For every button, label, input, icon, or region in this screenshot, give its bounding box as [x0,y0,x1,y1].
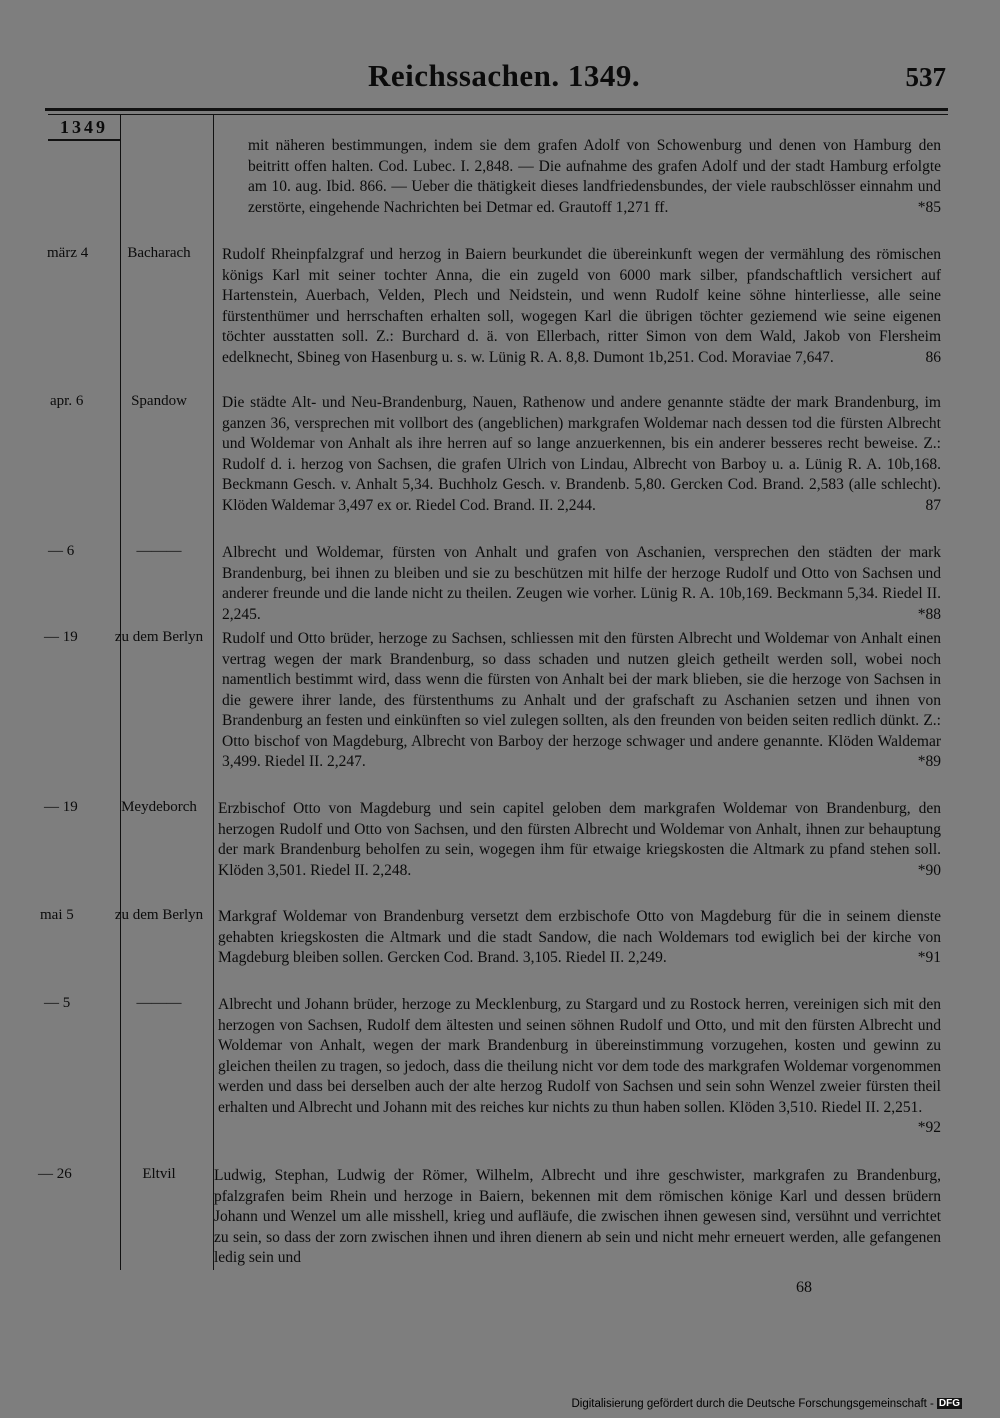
entry-number: 87 [925,496,941,514]
entry-number: *88 [917,605,941,623]
entry-date: apr. 6 [50,393,84,409]
digitization-text: Digitalisierung gefördert durch die Deutsche Forschungsgemeinschaft - [571,1398,934,1410]
entry-text [214,1166,941,1269]
entry-place: Meydeborch [121,799,197,815]
entry-number: *90 [917,861,941,879]
signature-mark: 68 [796,1279,812,1296]
entry-number: *92 [917,1119,941,1136]
entry-place: zu dem Berlyn [114,629,204,645]
entry-text [218,907,941,969]
header-rule [45,108,948,111]
entry-body: Ludwig, Stephan, Ludwig der Römer, Wilhelm, Albrecht und ihre geschwister, markgrafen zu Brandenburg, pfalzgrafen beim Rhein und herzoge in Baiern, bekennen mit dem römischen könige Karl und dessen brüdern Johann und Wenzel um alle misshell, krieg und aufläufe, die zwischen ihnen gewesen sind, versühnt und verrichtet zu sein, so dass der zorn zwischen ihnen und ihren dienern ab sein und nicht mehr erneuert werden, alle gefangenen ledig sein und [214,1167,941,1266]
entry-place: zu dem Berlyn [114,907,204,923]
entry-text [248,136,941,218]
entry-body: mit näheren bestimmungen, indem sie dem grafen Adolf von Schowenburg und denen von Hamburg den beitritt offen halten. Cod. Lubec. I. 2,848. — Die aufnahme des grafen Adolf und der stadt Hamburg erfolgte am 10. aug. Ibid. 866. — Ueber die thätigkeit dieses landfriedensbundes, der viele raubschlösser einnahm und zerstörte, eingehende Nachrichten bei Detmar ed. Grautoff 1,271 ff. [248,137,941,216]
header-rule-thin [120,114,948,115]
entry-number: *91 [917,949,941,966]
entry-date: — 19 [44,799,78,815]
column-divider-place [213,114,214,1270]
page-title: Reichssachen. 1349. [368,58,641,93]
entry-place: ——— [136,543,182,559]
digitization-notice [571,1398,962,1410]
entry-text [218,799,941,881]
dfg-logo: DFG [938,1398,960,1410]
entry-date: — 5 [44,995,71,1011]
entry-body: Rudolf Rheinpfalzgraf und herzog in Baiern beurkundet die übereinkunft wegen der vermählung des römischen königs Karl mit seiner tochter Anna, die ein zugeld von 6000 mark silber, pfandschaftlich versichert auf Hartenstein, Auerbach, Velden, Plech und Neidstein, und wenn Rudolf keine söhne hinterliesse, alle seine fürstenthümer und herrschaften erhalten soll, wogegen Karl die übrigen töchter geziemend wie seine eigenen töchter ausstatten soll. Z.: Burchard d. ä. von Ellerbach, ritter Simon von dem Wald, Jakob von Flersheim edelknecht, Sbineg von Hasenburg u. s. w. Lünig R. A. 8,8. Dumont 1b,251. Cod. Moraviae 7,647. [222,246,941,366]
entry-place: ——— [136,995,182,1011]
entry-text [222,245,941,368]
entry-text [218,995,941,1139]
entry-text [222,393,941,516]
entry-text [222,543,941,625]
entry-date: — 6 [48,543,75,559]
entry-number: *89 [917,753,941,770]
entry-body: Markgraf Woldemar von Brandenburg versetzt dem erzbischofe Otto von Magdeburg für die in seinem dienste gehabten kriegskosten die Altmark und die stadt Sandow, die nach Woldemars tod ewiglich bei der kirche von Magdeburg bleiben sollen. Gercken Cod. Brand. 3,105. Riedel II. 2,249. [218,908,941,966]
entry-date: mai 5 [40,907,74,923]
year-box: 1349 [48,114,120,141]
entry-place: Spandow [131,393,187,409]
page-number: 537 [905,62,946,92]
entry-number: 86 [925,348,941,366]
column-divider-date [120,114,121,1270]
entry-place: Eltvil [142,1166,176,1182]
entry-body: Die städte Alt- und Neu-Brandenburg, Nauen, Rathenow und andere genannte städte der mark Brandenburg, im ganzen 36, versprechen mit vollbort des (angeblichen) markgrafen Woldemar nach dessen tod die fürsten Albrecht und Woldemar von Anhalt als ihre herren auf so lange anzuerkennen, bis ein anderer besseres recht beweise. Z.: Rudolf d. i. herzog von Sachsen, die grafen Ulrich von Lindau, Albrecht von Barboy u. a. Lünig R. A. 10b,168. Beckmann Gesch. v. Anhalt 5,34. Buchholz Gesch. v. Brandenb. 5,80. Gercken Cod. Brand. 2,583 (alle schlecht). Klöden Waldemar 3,497 ex or. Riedel Cod. Brand. II. 2,244. [222,394,941,514]
entry-body: Rudolf und Otto brüder, herzoge zu Sachsen, schliessen mit den fürsten Albrecht und Woldemar von Anhalt einen vertrag wegen der mark Brandenburg, so dass schaden und nutzen gleich getheilt werden soll, wobei noch namentlich bestimmt wird, dass wenn die fürsten von Anhalt bei der mark blieben, sie die herzoge von Sachsen in die gewere ihrer lande, des fürstenthums zu Anhalt und der grafschaft zu Aschanien setzen und ihnen von Brandenburg an festen und einkünften so viel zulegen sollten, als den freunden von beiden seiten redlich dünkt. Z.: Otto bischof von Magdeburg, Albrecht von Barboy der herzoge schwager und andere genannte. Klöden Waldemar 3,499. Riedel II. 2,247. [222,630,941,770]
page-header [0,58,1000,106]
entry-text [222,629,941,773]
entry-number: *85 [917,198,941,216]
entry-date: — 26 [38,1166,72,1182]
entry-body: Albrecht und Woldemar, fürsten von Anhalt und grafen von Aschanien, versprechen den städten der mark Brandenburg, bei ihnen zu bleiben und sie zu beschützen mit hilfe der herzoge Rudolf und Otto von Sachsen und anderer freunde und die lande nicht zu theilen. Zeugen wie vorher. Lünig R. A. 10b,169. Beckmann 5,34. Riedel II. 2,245. [222,544,941,623]
entry-place: Bacharach [127,245,191,261]
entry-body: Erzbischof Otto von Magdeburg und sein capitel geloben dem markgrafen Woldemar von Brandenburg, den herzogen Rudolf und Otto von Sachsen, und den fürsten Albrecht und Woldemar von Anhalt, ihnen zur behauptung der mark Brandenburg beholfen zu sein, wogegen ihm für etwaige kriegskosten die Altmark zu pfand stehen soll. Klöden 3,501. Riedel II. 2,248. [218,800,941,879]
entry-date: märz 4 [47,245,89,261]
entry-body: Albrecht und Johann brüder, herzoge zu Mecklenburg, zu Stargard und zu Rostock herren, vereinigen sich mit den herzogen von Sachsen, Rudolf dem ältesten und seinen söhnen Rudolf und Otto, und mit den fürsten Albrecht und Woldemar von Anhalt, wegen der mark Brandenburg in übereinstimmung vorzugehen, kosten und gewinn zu gleichen theilen zu tragen, so jedoch, dass die theilung nicht vor dem tode des markgrafen Woldemar vorgenommen werden und dass bei derselben auch der alte herzog Rudolf von Sachsen und sein sohn Wenzel zweier fürsten theil erhalten und Albrecht und Johann mit des reiches kur nichts zu thun haben sollen. Klöden 3,510. Riedel II. 2,251. [218,996,941,1116]
entry-date: — 19 [44,629,78,645]
